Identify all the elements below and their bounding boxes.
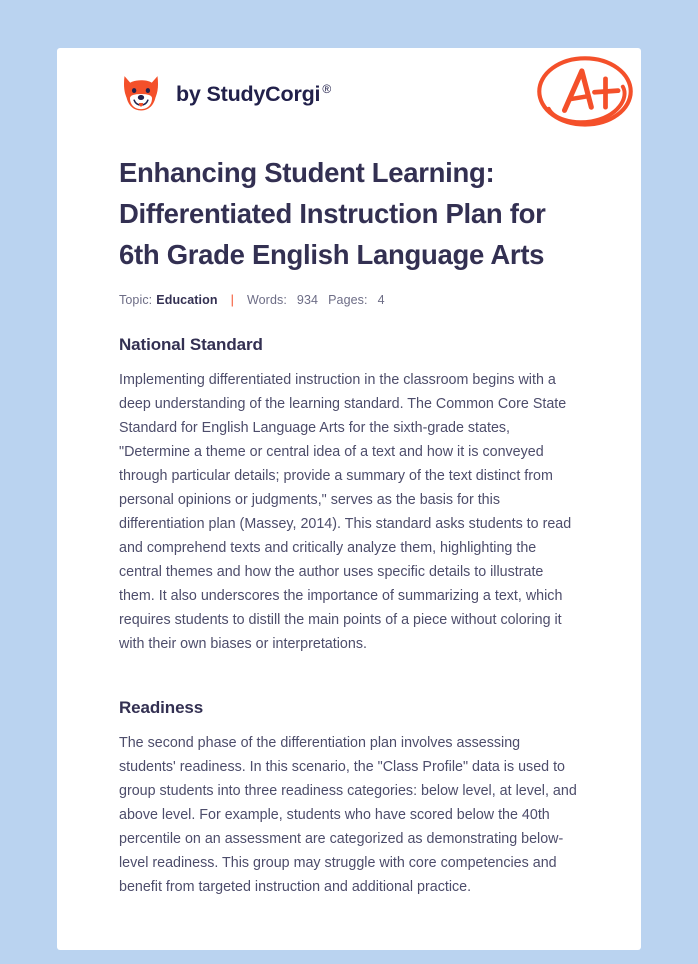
section-national-standard — [119, 307, 579, 656]
corgi-face-icon — [119, 72, 163, 116]
brand-logo[interactable] — [119, 72, 331, 116]
document-header — [57, 48, 641, 152]
brand-name — [176, 83, 331, 106]
registered-trademark-icon: ® — [322, 81, 331, 96]
meta-pages-label: Pages: — [328, 293, 368, 307]
section-heading: National Standard — [119, 335, 263, 354]
document-body — [57, 152, 641, 899]
meta-topic-value[interactable]: Education — [156, 293, 218, 307]
meta-pages-value: 4 — [377, 293, 385, 307]
document-sheet — [57, 48, 641, 950]
meta-words-value: 934 — [296, 293, 319, 307]
a-plus-circled-icon — [529, 52, 641, 134]
page-title: Enhancing Student Learning: Differentiated Instruction Plan for 6th Grade English Language Arts — [119, 157, 546, 270]
brand-name-text: by StudyCorgi — [176, 81, 321, 106]
section-paragraph: The second phase of the differentiation plan involves assessing students' readiness. In this scenario, the "Class Profile" data is used to group students into three readiness categories: below level, at level, and above level. For example, students who have scored below the 40th percentile on an assessment are categorized as demonstrating below-level readiness. This group may struggle with core competencies and benefit from targeted instruction and additional practice. — [119, 735, 577, 895]
meta-words-label: Words: — [246, 293, 287, 307]
section-readiness — [119, 670, 579, 899]
section-heading: Readiness — [119, 698, 204, 717]
section-paragraph: Implementing differentiated instruction in the classroom begins with a deep understanding of the learning standard. The Common Core State Standard for English Language Arts for the sixth-grade states, "Determine a theme or central idea of a text and how it is conveyed through particular details; provide a summary of the text distinct from personal opinions or judgments," serves as the basis for this differentiation plan (Massey, 2014). This standard asks students to read and comprehend texts and critically analyze them, highlighting the central themes and how the author uses specific details to illustrate them. It also underscores the importance of summarizing a text, which requires students to distill the main points of a piece without coloring it with their own biases or interpretations. — [119, 372, 572, 652]
meta-topic-label: Topic: — [119, 293, 153, 307]
document-meta — [119, 293, 579, 307]
meta-separator: | — [230, 293, 234, 307]
